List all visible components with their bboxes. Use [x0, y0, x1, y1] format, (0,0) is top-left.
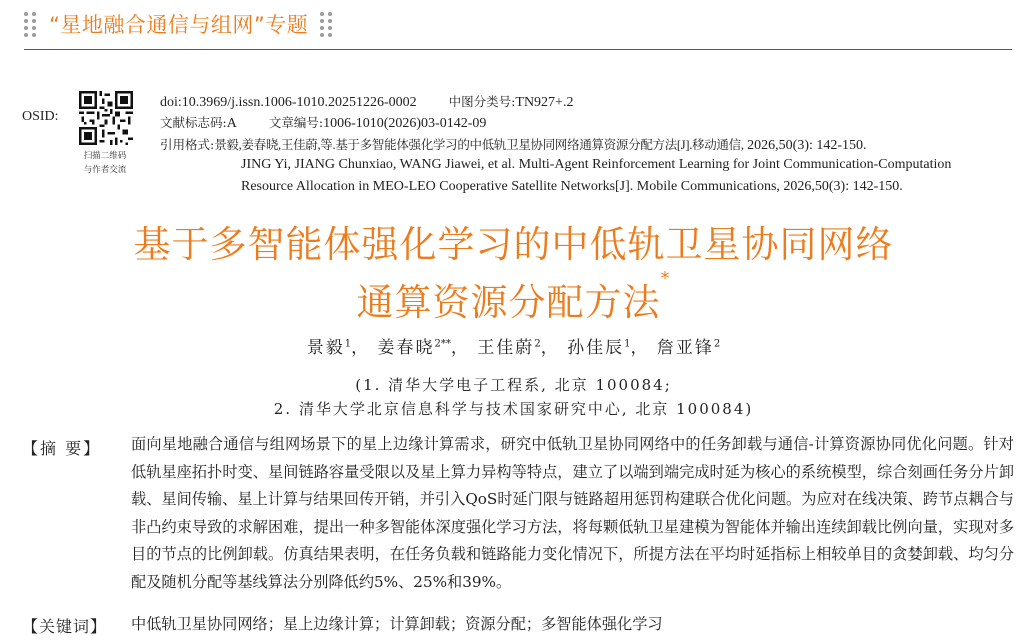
article-no-value: 1006-1010(2026)03-0142-09 [323, 116, 487, 131]
author-name: 姜春晓 [377, 338, 435, 358]
meta-code-line [160, 113, 486, 132]
author-affiliation-mark: 2 [713, 338, 721, 350]
qr-code-icon[interactable] [79, 91, 133, 145]
topic-header [24, 9, 333, 39]
author-affiliation-mark: 1 [344, 338, 352, 350]
abstract-text: 面向星地融合通信与组网场景下的星上边缘计算需求，研究中低轨卫星协同网络中的任务卸载与通信-计算资源协同优化问题。针对低轨星座拓扑时变、星间链路容量受限以及星上算力异构等特点，建立了以端到端完成时延为核心的系统模型，综合刻画任务分片卸载、星间传输、星上计算与结果回传开销，并引入QoS时延门限与链路超用惩罚构建联合优化问题。为应对在线决策、跨节点耦合与非凸约束导致的求解困难，提出一种多智能体深度强化学习方法，将每颗低轨卫星建模为智能体并输出连续卸载比例向量，实现对多目的节点的比例卸载。仿真结果表明，在任务负载和链路能力变化情况下，所提方法在平均时延指标上相较单目的贪婪卸载、均匀分配及随机分配等基线算法分别降低约5%、25%和39%。 [131, 435, 1014, 591]
citation-en-line-2: Resource Allocation in MEO-LEO Cooperative Satellite Networks[J]. Mobile Communications, 2026,50(3): 142-150. [241, 179, 903, 194]
affiliation-line-1: (1. 清华大学电子工程系, 北京 100084; [355, 376, 672, 394]
doc-code-value: A [226, 116, 237, 131]
header-divider [24, 49, 1012, 50]
osid-label: OSID: [22, 109, 59, 124]
citation-cn-tail: 2026,50(3): 142-150. [743, 138, 867, 153]
citation-en-line-1: JING Yi, JIANG Chunxiao, WANG Jiawei, et al. Multi-Agent Reinforcement Learning for Joint Communication-Computation [241, 157, 952, 172]
article-no-label: 文章编号: [268, 115, 324, 130]
keywords-label: 【关键词】 [22, 617, 108, 636]
qr-caption [72, 149, 138, 177]
citation-cn-line [160, 135, 867, 154]
abstract-label: 【摘 要】 [22, 439, 102, 458]
title-footnote-mark: * [660, 268, 671, 289]
topic-title: “星地融合通信与组网”专题 [49, 13, 309, 37]
paper-title-line-1: 基于多智能体强化学习的中低轨卫星协同网络 [133, 223, 894, 266]
author-affiliation-mark: 1 [624, 338, 631, 350]
clc-value: TN927+.2 [515, 95, 574, 110]
author-affiliation-mark: 2 [534, 338, 541, 350]
doi-link[interactable]: doi:10.3969/j.issn.1006-1010.20251226-0002 [160, 95, 417, 110]
citation-label: 引用格式: [160, 137, 215, 152]
author-name: 景毅 [306, 338, 345, 358]
dots-icon [24, 12, 37, 37]
author-name: 孙佳辰 [567, 338, 625, 358]
paper-title-text: 通算资源分配方法 [356, 281, 661, 324]
citation-cn: 景毅,姜春晓,王佳蔚,等.基于多智能体强化学习的中低轨卫星协同网络通算资源分配方法[J].移动通信, [214, 138, 744, 152]
qr-caption-line: 与作者交流 [83, 165, 127, 175]
author-affiliation-mark: 2** [434, 338, 451, 350]
author-name: 王佳蔚 [477, 338, 535, 358]
keywords-text: 中低轨卫星协同网络；星上边缘计算；计算卸载；资源分配；多智能体强化学习 [131, 615, 663, 633]
author-name: 詹亚锋 [656, 338, 714, 358]
qr-caption-line: 扫描二维码 [83, 151, 127, 161]
author-list: 景毅$^1$， 姜春晓$^{2**}$， 王佳蔚$^2$， 孙佳辰$^1$， 詹亚锋$^2$ [306, 338, 721, 358]
meta-doi-line [160, 92, 573, 111]
dots-icon [320, 12, 333, 37]
affiliation-line-2: 2. 清华大学北京信息科学与技术国家研究中心, 北京 100084) [273, 400, 754, 418]
paper-title-line-2 [0, 268, 1027, 326]
doc-code-label: 文献标志码: [160, 115, 227, 130]
clc-label: 中图分类号: [448, 94, 516, 109]
